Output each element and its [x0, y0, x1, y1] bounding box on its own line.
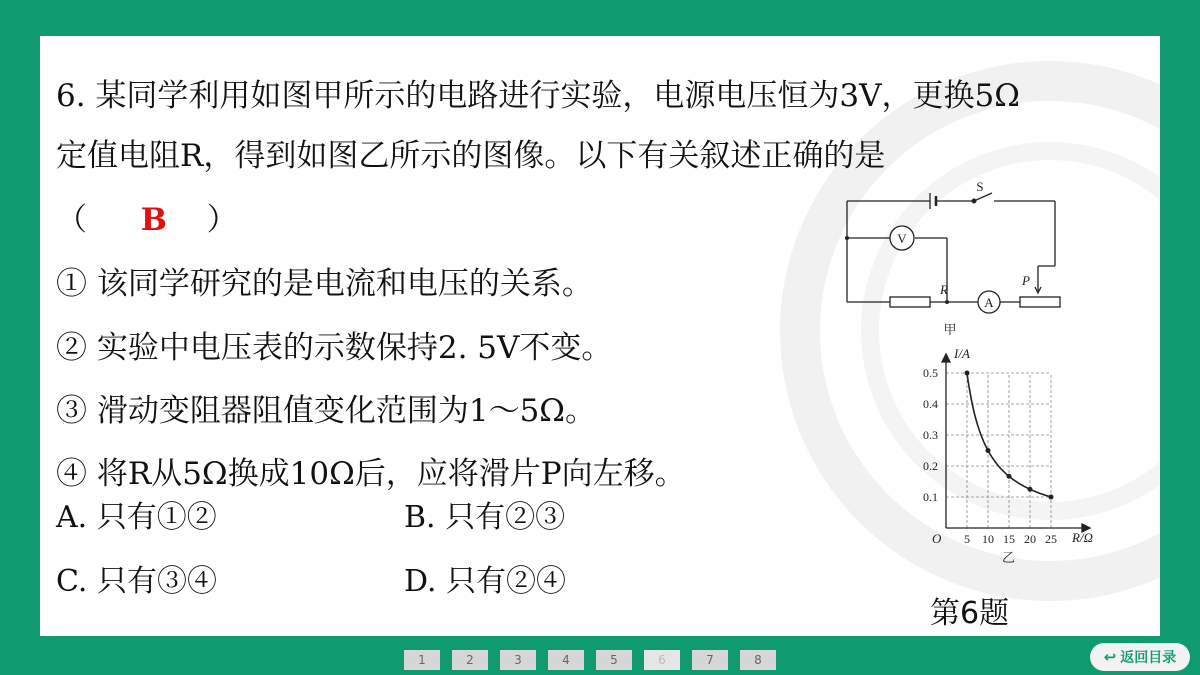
bracket-close: ）: [206, 202, 238, 238]
x-tick-label: 20: [1024, 532, 1036, 546]
circuit-diagram: [840, 181, 1070, 341]
origin-label: O: [932, 531, 942, 546]
y-tick-label: 0.4: [923, 397, 938, 411]
x-axis-label: R/Ω: [1072, 530, 1093, 545]
answer-line: [56, 200, 238, 240]
option-c: C. 只有③④: [56, 564, 217, 599]
option-d: D. 只有②④: [404, 564, 567, 599]
y-axis-arrow: [942, 354, 950, 362]
page-button-5[interactable]: 5: [596, 650, 632, 670]
graph-caption: 乙: [1002, 551, 1016, 566]
page-button-7[interactable]: 7: [692, 650, 728, 670]
back-button-label: 返回目录: [1120, 650, 1177, 666]
question-line-2: 定值电阻R，得到如图乙所示的图像。以下有关叙述正确的是: [56, 138, 886, 174]
statement-1: ① 该同学研究的是电流和电压的关系。: [56, 266, 593, 302]
statement-4: ④ 将R从5Ω换成10Ω后，应将滑片P向左移。: [56, 456, 686, 492]
switch-label: S: [976, 181, 984, 194]
rheostat-label: P: [1022, 273, 1030, 288]
ammeter-label: A: [984, 295, 994, 310]
page-button-6[interactable]: 6: [644, 650, 680, 670]
y-tick-label: 0.3: [923, 428, 938, 442]
data-point: [965, 371, 970, 376]
page-navigation: [404, 650, 776, 670]
page-button-4[interactable]: 4: [548, 650, 584, 670]
data-point: [1049, 495, 1054, 500]
switch-blade: [974, 193, 992, 201]
option-b: B. 只有②③: [404, 500, 566, 535]
x-tick-label: 5: [964, 532, 970, 546]
page-button-3[interactable]: 3: [500, 650, 536, 670]
resistor-r: [890, 297, 930, 307]
question-line-1: 6. 某同学利用如图甲所示的电路进行实验，电源电压恒为3V，更换5Ω: [56, 78, 1020, 114]
y-tick-label: 0.5: [923, 366, 938, 380]
statement-3: ③ 滑动变阻器阻值变化范围为1～5Ω。: [56, 393, 597, 429]
data-point: [1028, 487, 1033, 492]
circuit-caption: 甲: [943, 323, 957, 338]
x-tick-label: 10: [982, 532, 994, 546]
rheostat: [1020, 297, 1060, 307]
page-button-8[interactable]: 8: [740, 650, 776, 670]
current-resistance-graph: [860, 338, 1100, 583]
x-tick-label: 25: [1045, 532, 1057, 546]
data-point: [1007, 474, 1012, 479]
statement-2: ② 实验中电压表的示数保持2. 5V不变。: [56, 330, 613, 366]
answer-letter: B: [140, 202, 167, 238]
page-button-1[interactable]: 1: [404, 650, 440, 670]
page-button-2[interactable]: 2: [452, 650, 488, 670]
bracket-open: （: [56, 202, 87, 238]
y-tick-label: 0.1: [923, 490, 938, 504]
voltmeter-label: V: [897, 231, 907, 246]
question-card: [40, 36, 1160, 636]
x-tick-label: 15: [1003, 532, 1015, 546]
data-point: [986, 448, 991, 453]
figure-caption: 第6题: [930, 596, 1010, 631]
return-arrow-icon: ↩: [1103, 648, 1117, 666]
y-tick-label: 0.2: [923, 459, 938, 473]
option-a: A. 只有①②: [56, 500, 217, 535]
back-to-contents-button[interactable]: [1090, 643, 1190, 671]
resistor-label: R: [940, 282, 948, 297]
y-axis-label: I/A: [954, 346, 970, 361]
